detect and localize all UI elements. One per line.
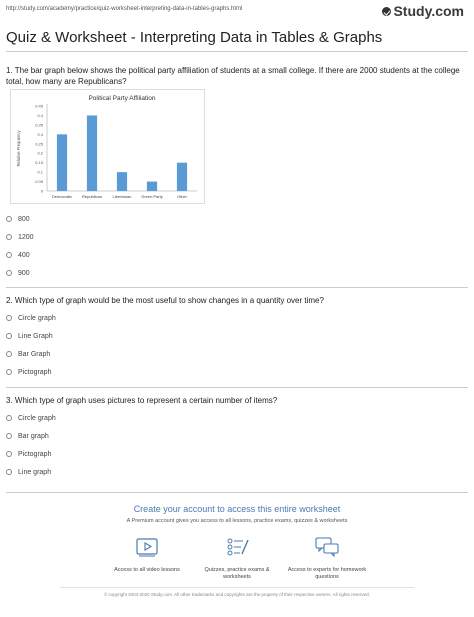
bar-libertarian xyxy=(117,172,127,191)
option-label: Line Graph xyxy=(18,332,53,340)
question-1-options xyxy=(6,210,34,282)
option-q3-b[interactable] xyxy=(6,427,56,445)
divider xyxy=(6,387,468,388)
bar-chart xyxy=(10,89,205,204)
y-tick-label: 0.25 xyxy=(35,141,43,147)
radio-button[interactable] xyxy=(6,333,12,339)
option-q1-b[interactable] xyxy=(6,228,34,246)
page-title: Quiz & Worksheet - Interpreting Data in Tables & Graphs xyxy=(6,29,383,46)
question-3-options xyxy=(6,409,56,481)
option-q2-d[interactable] xyxy=(6,363,56,381)
divider xyxy=(6,287,468,288)
option-label: Pictograph xyxy=(18,450,52,458)
bar-green-party xyxy=(147,182,157,191)
option-label: 900 xyxy=(18,269,30,277)
x-tick-label: Libertarian xyxy=(112,194,132,199)
bar-other xyxy=(177,163,187,191)
page-url: http://study.com/academy/practice/quiz-worksheet-interpreting-data-in-tables-graphs.html xyxy=(6,6,243,12)
option-q3-a[interactable] xyxy=(6,409,56,427)
x-tick-label: Democratic xyxy=(51,194,73,199)
chat-icon xyxy=(313,536,341,558)
y-tick-label: 0.15 xyxy=(35,160,43,166)
title-divider xyxy=(6,51,468,52)
y-tick-label: 0.1 xyxy=(37,169,43,175)
radio-button[interactable] xyxy=(6,433,12,439)
option-label: Pictograph xyxy=(18,368,52,376)
top-bar xyxy=(0,0,474,22)
bar-republican xyxy=(87,115,97,191)
option-label: 800 xyxy=(18,215,30,223)
option-q2-c[interactable] xyxy=(6,345,56,363)
option-label: 400 xyxy=(18,251,30,259)
feature-label: Access to all video lessons xyxy=(114,567,180,573)
cta-subtitle: A Premium account gives you access to all lessons, practice exams, quizzes & worksheets xyxy=(126,518,348,524)
question-3-text: 3. Which type of graph uses pictures to represent a certain number of items? xyxy=(6,396,278,405)
option-q2-b[interactable] xyxy=(6,327,56,345)
option-q3-c[interactable] xyxy=(6,445,56,463)
option-q1-d[interactable] xyxy=(6,264,34,282)
y-tick-label: 0 xyxy=(40,188,43,194)
radio-button[interactable] xyxy=(6,216,12,222)
option-q2-a[interactable] xyxy=(6,309,56,327)
radio-button[interactable] xyxy=(6,234,12,240)
radio-button[interactable] xyxy=(6,252,12,258)
check-circle-icon xyxy=(382,7,391,16)
x-tick-label: Other xyxy=(176,194,188,199)
chart-svg xyxy=(11,90,206,205)
radio-button[interactable] xyxy=(6,469,12,475)
question-1-text: 1. The bar graph below shows the political party affiliation of students at a small college. If there are 2000 students at the college total, how many are Republicans? xyxy=(6,66,460,86)
option-label: Bar graph xyxy=(18,432,49,440)
y-tick-label: 0.3 xyxy=(37,131,43,137)
option-q1-c[interactable] xyxy=(6,246,34,264)
study-logo[interactable] xyxy=(382,3,464,19)
option-label: Circle graph xyxy=(18,314,56,322)
checklist-icon xyxy=(223,536,251,558)
y-tick-label: 0.05 xyxy=(35,179,43,185)
feature-label: Access to experts for homework questions xyxy=(287,567,367,580)
y-tick-label: 0.4 xyxy=(37,112,43,118)
x-tick-label: Republican xyxy=(81,194,103,199)
y-tick-label: 0.35 xyxy=(35,122,43,128)
option-label: Bar Graph xyxy=(18,350,51,358)
feature-experts xyxy=(287,536,367,581)
copyright-footer: © copyright 2003-2020 Study.com. All other trademarks and copyrights are the property of their respective owners. All rights reserved. xyxy=(104,592,370,597)
video-icon xyxy=(133,536,161,558)
radio-button[interactable] xyxy=(6,369,12,375)
radio-button[interactable] xyxy=(6,270,12,276)
y-tick-label: 0.2 xyxy=(37,150,43,156)
chart-title: Political Party Affiliation xyxy=(88,95,156,102)
cta-title[interactable]: Create your account to access this entire worksheet xyxy=(133,504,341,514)
feature-label: Quizzes, practice exams & worksheets xyxy=(204,567,270,580)
question-2-text: 2. Which type of graph would be the most useful to show changes in a quantity over time? xyxy=(6,296,324,305)
question-2-options xyxy=(6,309,56,381)
y-tick-label: 0.45 xyxy=(35,103,43,109)
logo-text: Study.com xyxy=(393,3,464,19)
option-q1-a[interactable] xyxy=(6,210,34,228)
divider xyxy=(6,492,468,493)
bar-democratic xyxy=(57,134,67,191)
feature-quizzes xyxy=(197,536,277,581)
feature-video xyxy=(107,536,187,574)
chart-ylabel: Relative Frequency xyxy=(16,130,21,167)
option-label: Circle graph xyxy=(18,414,56,422)
radio-button[interactable] xyxy=(6,451,12,457)
option-q3-d[interactable] xyxy=(6,463,56,481)
option-label: 1200 xyxy=(18,233,34,241)
x-tick-label: Green Party xyxy=(141,194,163,199)
option-label: Line graph xyxy=(18,468,52,476)
radio-button[interactable] xyxy=(6,351,12,357)
footer-divider xyxy=(60,587,414,588)
radio-button[interactable] xyxy=(6,315,12,321)
radio-button[interactable] xyxy=(6,415,12,421)
